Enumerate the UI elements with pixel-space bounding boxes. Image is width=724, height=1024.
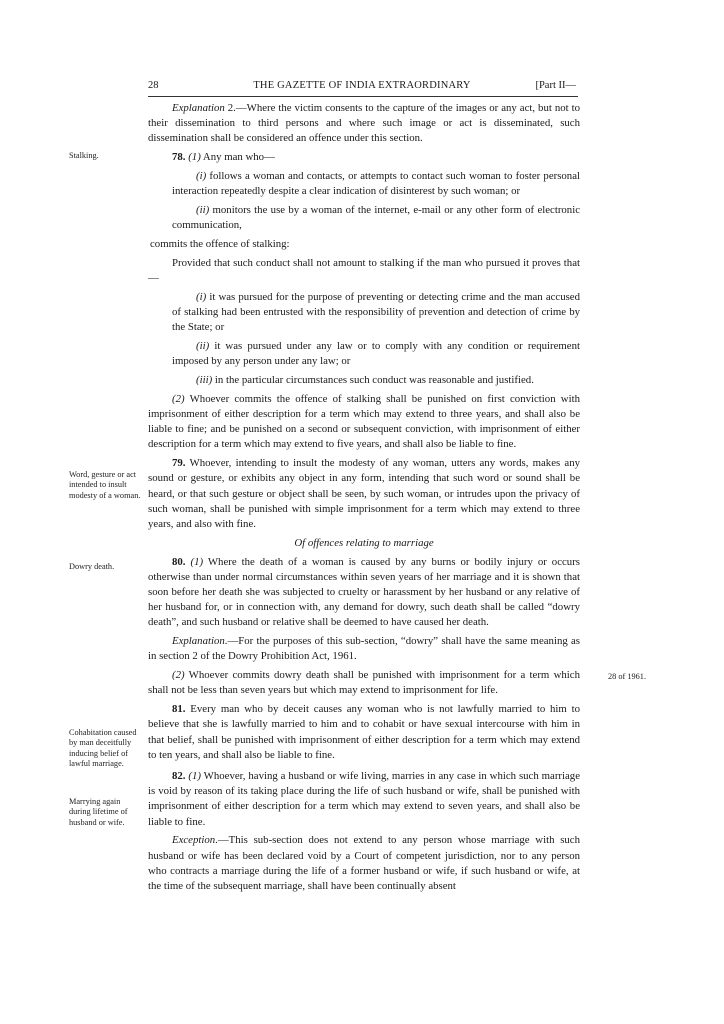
- subsection-marker: (1): [188, 151, 201, 164]
- header-rule: [148, 96, 578, 97]
- subsection-text: Whoever, having a husband or wife living, marries in any case in which such marriage is void by reason of its taking place during the life of such husband or wife, shall be punished with imprisonment of either description for a term which may extend to seven years, and shall also be liable to fine.: [148, 770, 580, 828]
- gazette-title: THE GAZETTE OF INDIA EXTRAORDINARY: [253, 80, 471, 91]
- subsection-text: Whoever commits the offence of stalking shall be punished on first conviction with imprisonment of either description for a term which may extend to three years, and shall also be liable to fine; and be punished on a second or subsequent conviction, with imprisonment of either description for a term which may extend to five years, and shall also be liable to fine.: [148, 392, 580, 451]
- explanation-label: Explanation: [172, 102, 225, 114]
- section-81: [148, 702, 580, 763]
- document-body: [148, 101, 580, 898]
- clause-text: in the particular circumstances such conduct was reasonable and justified.: [212, 374, 534, 386]
- explanation-2: [148, 101, 580, 147]
- margin-note-dowry-death: Dowry death.: [69, 562, 115, 571]
- clause-text: monitors the use by a woman of the internet, e-mail or any other form of electronic communication,: [172, 204, 580, 232]
- section-78-proviso-iii: [148, 373, 580, 388]
- section-number: 82.: [172, 770, 186, 783]
- section-78-proviso-ii: [148, 339, 580, 369]
- clause-marker: (iii): [196, 374, 213, 386]
- section-78-proviso: Provided that such conduct shall not amount to stalking if the man who pursued it proves that—: [148, 256, 580, 284]
- subsection-marker: (2): [172, 669, 185, 682]
- section-78-clause-i: [148, 169, 580, 199]
- subsection-text: Whoever commits dowry death shall be punished with imprisonment for a term which shall not be less than seven years but which may extend to imprisonment for life.: [148, 669, 580, 697]
- section-78-proviso-i: [148, 290, 580, 336]
- margin-note-cohabitation: Cohabitation caused by man deceitfully inducing belief of lawful marriage.: [69, 728, 137, 768]
- section-79: [148, 456, 580, 532]
- subsection-marker: (1): [188, 770, 201, 783]
- section-80-explanation: [148, 634, 580, 664]
- section-82-exception: [148, 833, 580, 894]
- margin-note-word-gesture: Word, gesture or act intended to insult modesty of a woman.: [69, 470, 141, 500]
- subsection-marker: (1): [190, 555, 204, 568]
- section-number: 79.: [172, 457, 186, 470]
- clause-marker: (ii): [196, 204, 210, 216]
- subsection-text: Where the death of a woman is caused by any burns or bodily injury or occurs otherwise than under normal circumstances within seven years of her marriage and it is shown that soon before her death she was subjected to cruelty or harassment by her husband or any relative of her husband for, or in connection with, any demand for dowry, such death shall be called “dowry death”, and such husband or relative shall be deemed to have caused her death.: [148, 555, 580, 629]
- margin-note-act-reference: 28 of 1961.: [608, 672, 647, 681]
- heading-offences-marriage: Of offences relating to marriage: [294, 536, 434, 549]
- section-78-commits: commits the offence of stalking:: [150, 238, 290, 250]
- exception-text: .—This sub-section does not extend to any person whose marriage with such husband or wife has been declared void by a Court of competent jurisdiction, nor to any person who contracts a marriage during the life of a former husband or wife, if such husband or wife, at the time of the subsequent marriage, shall have been continually absent: [148, 834, 580, 893]
- section-80-subsection-2: [148, 668, 580, 698]
- page-number: 28: [148, 80, 159, 91]
- section-number: 78.: [172, 151, 186, 164]
- explanation-text: 2.—Where the victim consents to the capture of the images or any act, but not to their dissemination to third persons and where such image or act is disseminated, such dissemination shall be considered an offence under this section.: [148, 102, 580, 145]
- section-text: Any man who—: [200, 151, 275, 164]
- subsection-marker: (2): [172, 392, 185, 405]
- page-header: [148, 80, 576, 96]
- clause-text: it was pursued under any law or to comply with any condition or requirement imposed by any person under any law; or: [172, 340, 580, 368]
- section-number: 80.: [172, 555, 186, 568]
- margin-note-marrying-again: Marrying again during lifetime of husband or wife.: [69, 797, 128, 827]
- clause-marker: (ii): [196, 340, 210, 352]
- clause-marker: (i): [196, 290, 207, 303]
- section-text: Every man who by deceit causes any woman who is not lawfully married to him to believe that she is lawfully married to him and to cohabit or have sexual intercourse with him in that belief, shall be punished with imprisonment of either description for a term which may extend to ten years, and shall also be liable to fine.: [148, 703, 580, 761]
- part-label: [Part II—: [535, 80, 576, 91]
- section-82-subsection-1: [148, 769, 580, 830]
- explanation-text: .—For the purposes of this sub-section, “dowry” shall have the same meaning as in section 2 of the Dowry Prohibition Act, 1961.: [148, 635, 580, 663]
- section-78-intro: [148, 150, 580, 165]
- section-78-clause-ii: [148, 203, 580, 233]
- clause-text: it was pursued for the purpose of preventing or detecting crime and the man accused of stalking had been entrusted with the responsibility of prevention and detection of crime by the State; or: [172, 290, 580, 334]
- section-number: 81.: [172, 703, 186, 716]
- section-80-subsection-1: [148, 555, 580, 631]
- section-text: Whoever, intending to insult the modesty of any woman, utters any words, makes any sound or gesture, or exhibits any object in any form, intending that such word or sound shall be heard, or that such gesture or object shall be seen, by such woman, or intrudes upon the privacy of such woman, shall be punished with simple imprisonment for a term which may extend to three years, and also with fine.: [148, 457, 580, 531]
- explanation-label: Explanation: [172, 635, 225, 648]
- section-78-subsection-2: [148, 392, 580, 453]
- clause-marker: (i): [196, 170, 207, 182]
- clause-text: follows a woman and contacts, or attempts to contact such woman to foster personal interaction repeatedly despite a clear indication of disinterest by such woman; or: [172, 170, 580, 198]
- margin-note-stalking: Stalking.: [69, 151, 99, 160]
- exception-label: Exception: [172, 834, 216, 847]
